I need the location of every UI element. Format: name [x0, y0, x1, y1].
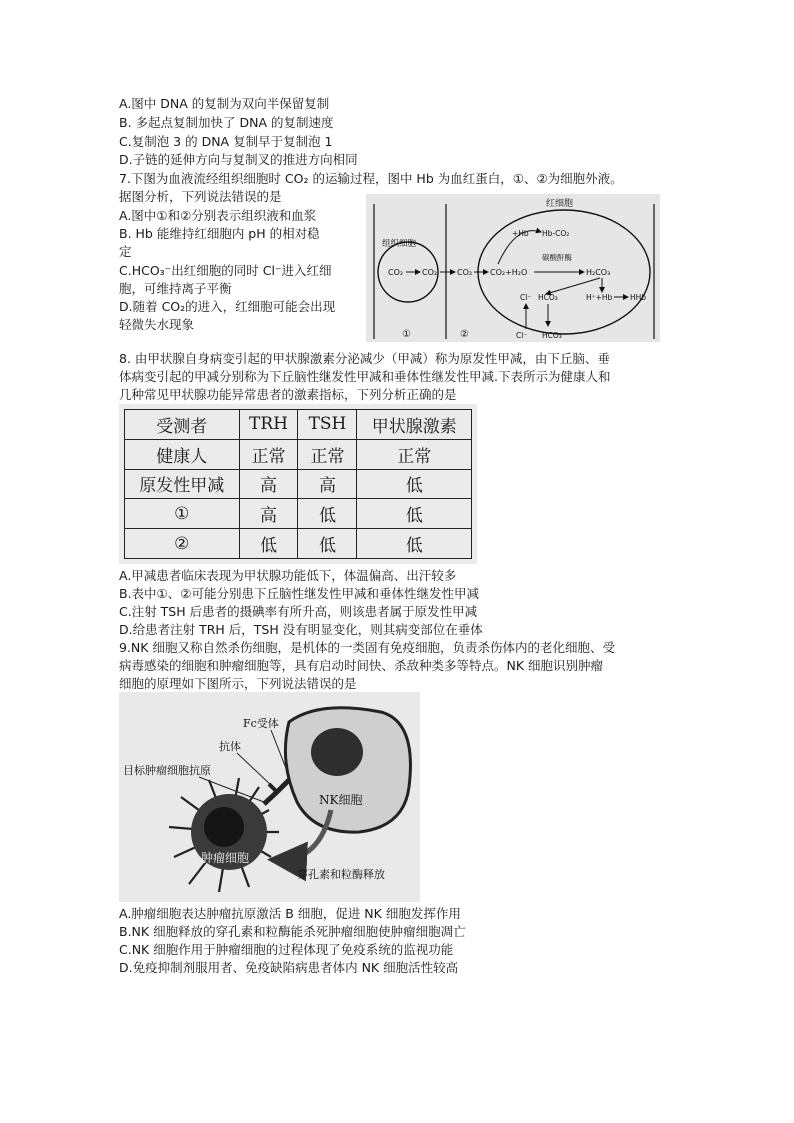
q8-stem-line-1: 8. 由甲状腺自身病变引起的甲状腺激素分泌减少（甲减）称为原发性甲减，由下丘脑、垂	[119, 351, 610, 366]
q6-option-a: A.图中 DNA 的复制为双向半保留复制	[119, 96, 330, 111]
antibody-pointer	[237, 753, 274, 788]
nk-cell-nucleus	[311, 728, 363, 776]
antigen-label: 目标肿瘤细胞抗原	[123, 764, 211, 777]
q9-stem-line-3: 细胞的原理如下图所示，下列说法错误的是	[119, 676, 357, 691]
table-header-cell: TRH	[239, 410, 298, 440]
table-header-cell: 甲状腺激素	[357, 410, 472, 440]
q7-option-d-line-1: D.随着 CO₂的进入，红细胞可能会出现	[119, 299, 336, 314]
hormone-table	[119, 404, 477, 564]
q7-option-b-line-2: 定	[119, 244, 132, 259]
table-cell: 正常	[239, 439, 298, 469]
antibody-label: 抗体	[219, 740, 241, 753]
co2-h2o: CO₂+H₂O	[490, 268, 528, 277]
table-cell: 低	[298, 529, 357, 559]
nk-cell-diagram	[119, 692, 420, 902]
plus-hb-label: +Hb	[512, 229, 529, 238]
marker-2: ②	[460, 329, 469, 340]
release-label: 穿孔素和粒酶释放	[297, 868, 385, 881]
table-header-cell: TSH	[298, 410, 357, 440]
table-cell: 原发性甲减	[125, 469, 240, 499]
table-cell: 正常	[298, 439, 357, 469]
table-row	[125, 439, 472, 469]
q8-stem-line-2: 体病变引起的甲减分别称为下丘脑性继发性甲减和垂体性继发性甲减.下表所示为健康人和	[119, 369, 611, 384]
q7-option-c-line-1: C.HCO₃⁻出红细胞的同时 Cl⁻进入红细	[119, 263, 332, 278]
tumor-cell-label: 肿瘤细胞	[201, 851, 250, 865]
q6-option-c: C.复制泡 3 的 DNA 复制早于复制泡 1	[119, 134, 333, 149]
rbc-label: 红细胞	[546, 199, 574, 209]
table-cell: ①	[125, 499, 240, 529]
q9-option-a: A.肿瘤细胞表达肿瘤抗原激活 B 细胞，促进 NK 细胞发挥作用	[119, 906, 461, 921]
co2-plasma-1: CO₂	[422, 268, 438, 277]
table-cell: 高	[239, 469, 298, 499]
hb-co2-label: Hb-CO₂	[542, 229, 570, 238]
table-row	[125, 529, 472, 559]
table-cell: 正常	[357, 439, 472, 469]
table-header-cell: 受测者	[125, 410, 240, 440]
carbonic-anhydrase-label: 碳酸酐酶	[542, 253, 572, 262]
table-cell: 低	[357, 499, 472, 529]
table-cell: 低	[239, 529, 298, 559]
co2-in-tissue: CO₂	[388, 268, 404, 277]
tissue-cell-label: 组织细胞	[382, 239, 417, 249]
arrow-to-hco3	[546, 278, 600, 294]
fc-receptor-label: Fc受体	[243, 717, 279, 730]
cl-out-label: Cl⁻	[516, 331, 528, 340]
q7-option-d-line-2: 轻微失水现象	[119, 317, 195, 332]
q7-option-a: A.图中①和②分别表示组织液和血浆	[119, 208, 317, 223]
tumor-cell-nucleus	[204, 807, 244, 847]
co2-transport-diagram	[366, 194, 660, 342]
table-header-row	[125, 410, 472, 440]
q8-option-c: C.注射 TSH 后患者的摄碘率有所升高，则该患者属于原发性甲减	[119, 604, 478, 619]
h2co3-label: H₂CO₃	[586, 268, 611, 277]
q8-option-b: B.表中①、②可能分别患下丘脑性继发性甲减和垂体性继发性甲减	[119, 586, 479, 601]
q6-option-b: B. 多起点复制加快了 DNA 的复制速度	[119, 115, 334, 130]
table-row	[125, 469, 472, 499]
marker-1: ①	[402, 329, 411, 340]
table-cell: 高	[298, 469, 357, 499]
q7-stem-line-1: 7.下图为血液流经组织细胞时 CO₂ 的运输过程，图中 Hb 为血红蛋白，①、②为细胞外液。	[119, 171, 623, 186]
q9-option-d: D.免疫抑制剂服用者、免疫缺陷病患者体内 NK 细胞活性较高	[119, 960, 459, 975]
q7-option-b-line-1: B. Hb 能维持红细胞内 pH 的相对稳	[119, 226, 320, 241]
hco3-out-label: HCO₃⁻	[542, 331, 566, 340]
q9-option-b: B.NK 细胞释放的穿孔素和粒酶能杀死肿瘤细胞使肿瘤细胞凋亡	[119, 924, 466, 939]
cl-in-label: Cl⁻	[520, 293, 532, 302]
hco3-in-label: HCO₃	[538, 293, 558, 302]
table-cell: 高	[239, 499, 298, 529]
q6-option-d: D.子链的延伸方向与复制叉的推进方向相同	[119, 152, 358, 167]
q7-option-c-line-2: 胞，可维持离子平衡	[119, 281, 232, 296]
q7-stem-line-2: 据图分析，下列说法错误的是	[119, 189, 282, 204]
co2-plasma-2: CO₂	[457, 268, 473, 277]
q8-stem-line-3: 几种常见甲状腺功能异常患者的激素指标，下列分析正确的是	[119, 387, 457, 402]
antibody-arm	[269, 784, 277, 792]
table-cell: 健康人	[125, 439, 240, 469]
hhb-label: HHb	[630, 293, 647, 302]
h-hb-label: H⁺+Hb	[586, 293, 613, 302]
table-cell: 低	[357, 469, 472, 499]
table-cell: 低	[298, 499, 357, 529]
nk-cell-label: NK细胞	[319, 793, 363, 807]
q9-option-c: C.NK 细胞作用于肿瘤细胞的过程体现了免疫系统的监视功能	[119, 942, 454, 957]
table-row	[125, 499, 472, 529]
table-cell: 低	[357, 529, 472, 559]
q8-option-d: D.给患者注射 TRH 后，TSH 没有明显变化，则其病变部位在垂体	[119, 622, 483, 637]
q8-option-a: A.甲减患者临床表现为甲状腺功能低下，体温偏高、出汗较多	[119, 568, 457, 583]
q9-stem-line-1: 9.NK 细胞又称自然杀伤细胞，是机体的一类固有免疫细胞，负责杀伤体内的老化细胞、受	[119, 640, 615, 655]
table-cell: ②	[125, 529, 240, 559]
q9-stem-line-2: 病毒感染的细胞和肿瘤细胞等，具有启动时间快、杀敌种类多等特点。NK 细胞识别肿瘤	[119, 658, 604, 673]
